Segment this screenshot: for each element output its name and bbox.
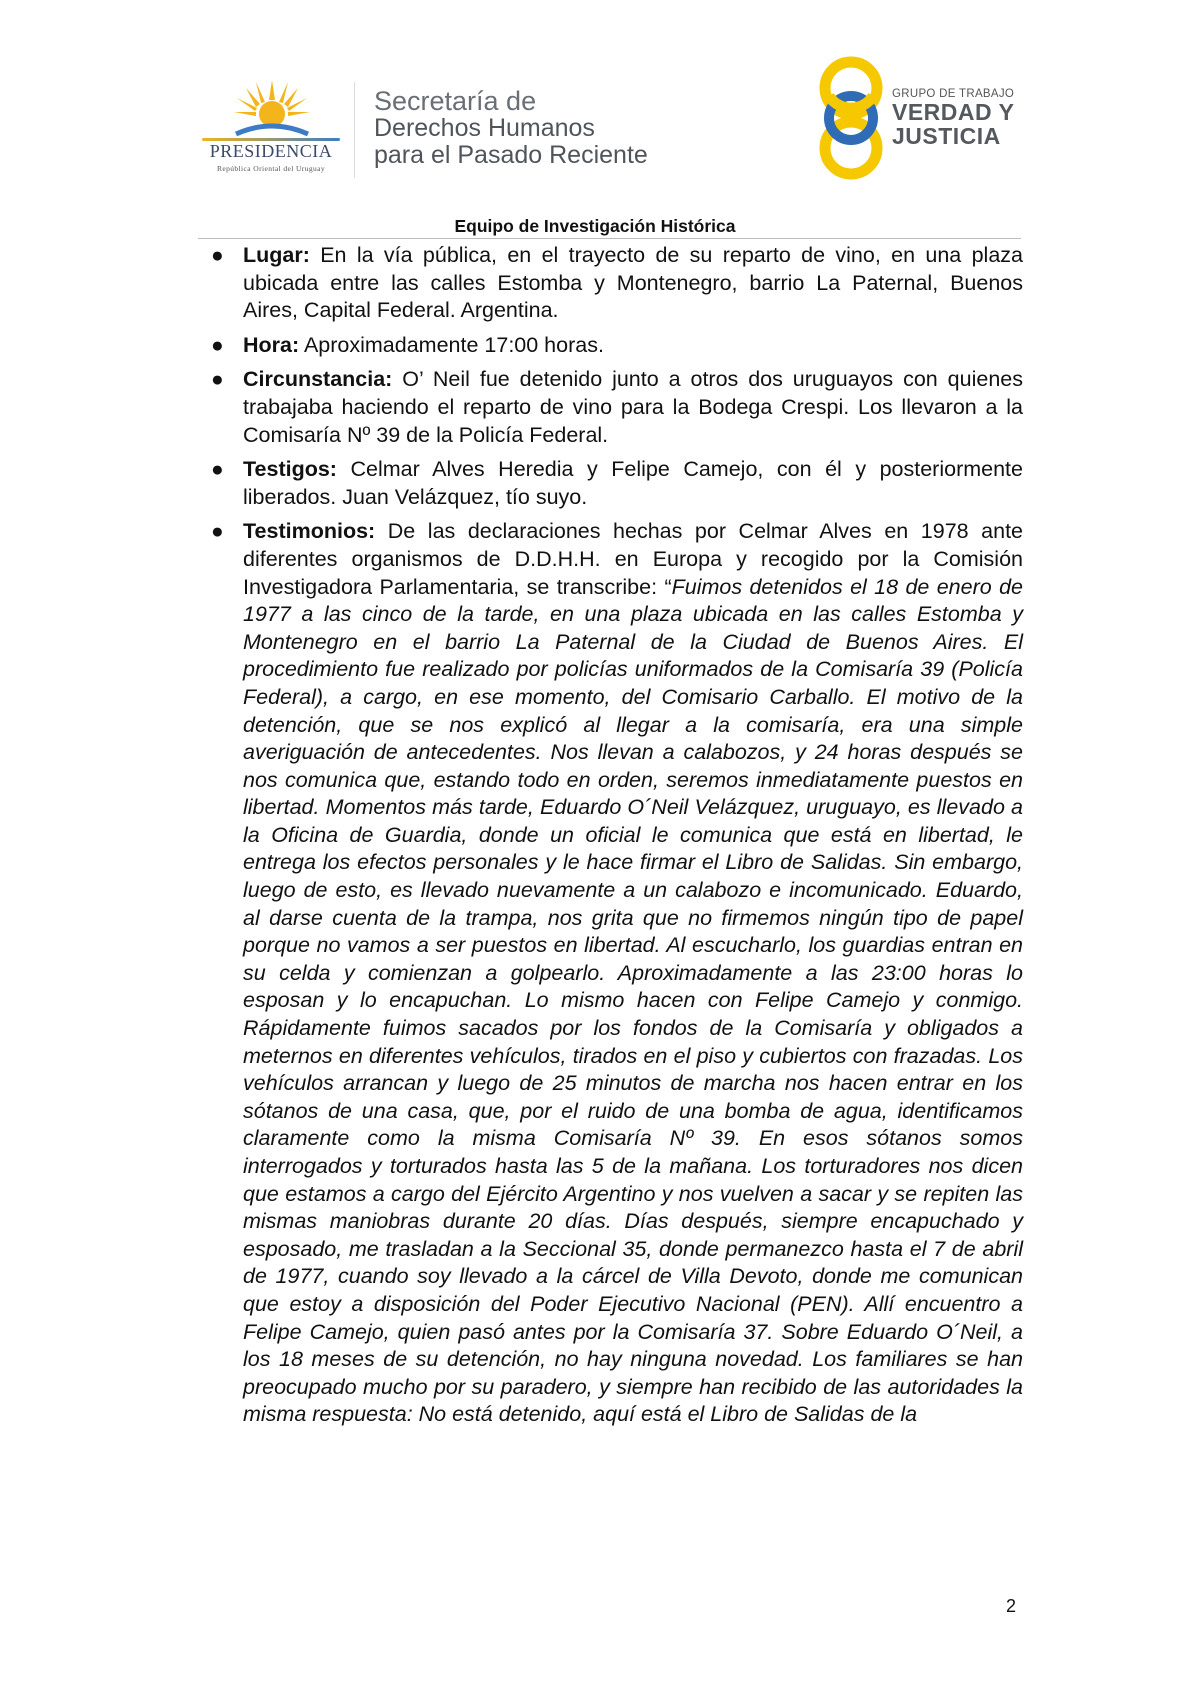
item-text: En la vía pública, en el trayecto de su reparto de vino, en una plaza ubicada entre las calles Estomba y Montenegro, barrio La Paternal, Buenos Aires, Capital Federal. Argentina.: [243, 243, 1023, 323]
item-label: Circunstancia:: [243, 367, 393, 392]
logo-divider: [354, 82, 355, 178]
department-title: Equipo de Investigación Histórica: [454, 216, 736, 236]
page-number: 2: [1006, 1596, 1017, 1616]
bullet-icon: ●: [211, 520, 224, 544]
grupo-label: GRUPO DE TRABAJO: [892, 88, 1015, 100]
verdad-label: VERDAD Y: [892, 99, 1015, 125]
secretaria-line-2: Derechos Humanos: [374, 114, 595, 142]
verdad-justicia-logo: [816, 56, 1026, 180]
item-label: Testimonios:: [243, 519, 376, 544]
item-text: Aproximadamente 17:00 horas.: [303, 332, 604, 357]
sun-emblem-icon: [232, 78, 312, 142]
item-label: Lugar:: [243, 243, 310, 267]
verdad-justicia-text: [892, 88, 1032, 148]
header-rule: [198, 238, 1021, 239]
item-label: Testigos:: [243, 457, 337, 482]
list-item-testimonios: [197, 518, 1023, 1429]
secretaria-logo: [374, 88, 734, 169]
bullet-icon: ●: [211, 368, 224, 392]
presidencia-logo: [196, 78, 346, 178]
list-item-hora: [197, 332, 1023, 360]
presidencia-subtitle: República Oriental del Uruguay: [216, 164, 325, 173]
bullet-icon: ●: [211, 458, 224, 482]
item-text: De las declaraciones hechas por Celmar Alves en 1978 ante diferentes organismos de D.D.H.H. en Europa y recogido por la Comisión Investigadora Parlamentaria, se transcribe: “: [243, 519, 1023, 599]
testimony-quote: Fuimos detenidos el 18 de enero de 1977 a las cinco de la tarde, en una plaza ubicada en las calles Estomba y Montenegro en el barrio La Paternal de la Ciudad de Buenos Aires. El procedimiento fue realizado por policías uniformados de la Comisaría 39 (Policía Federal), a cargo, en ese momento, del Comisario Carballo. El motivo de la detención, que se nos explicó al llegar a la comisaría, era una simple averiguación de antecedentes. Nos llevan a calabozos, y 24 horas después se nos comunica que, estando todo en orden, seremos inmediatamente puestos en libertad. Momentos más tarde, Eduardo O´Neil Velázquez, uruguayo, es llevado a la Oficina de Guardia, donde un oficial le comunica que está en libertad, le entrega los efectos personales y le hace firmar el Libro de Salidas. Sin embargo, luego de esto, es llevado nuevamente a un calabozo e incomunicado. Eduardo, al darse cuenta de la trampa, nos grita que no firmemos ningún tipo de papel porque no vamos a ser puestos en libertad. Al escucharlo, los guardias entran en su celda y comienzan a golpearlo. Aproximadamente a las 23:00 horas lo esposan y lo encapuchan. Lo mismo hacen con Felipe Camejo y conmigo. Rápidamente fuimos sacados por los fondos de la Comisaría y obligados a meternos en diferentes vehículos, tirados en el piso y cubiertos con frazadas. Los vehículos arrancan y luego de 25 minutos de marcha nos hacen entrar en los sótanos de una casa, que, por el ruido de una bomba de agua, identificamos claramente como la misma Comisaría Nº 39. En esos sótanos somos interrogados y torturados hasta las 5 de la mañana. Los torturadores nos dicen que estamos a cargo del Ejército Argentino y nos vuelven a sacar y se repiten las mismas maniobras durante 20 días. Días después, siempre encapuchado y esposado, me trasladan a la Seccional 35, donde permanezco hasta el 7 de abril de 1977, cuando soy llevado a la cárcel de Villa Devoto, donde me comunican que estoy a disposición del Poder Ejecutivo Nacional (PEN). Allí encuentro a Felipe Camejo, quien pasó antes por la Comisaría 37. Sobre Eduardo O´Neil, a los 18 meses de su detención, no hay ninguna novedad. Los familiares se han preocupado mucho por su paradero, y siempre han recibido de las autoridades la misma respuesta: No está detenido, aquí está el Libro de Salidas de la: [243, 574, 1023, 1427]
item-label: Hora:: [243, 332, 300, 357]
secretaria-line-3: para el Pasado Reciente: [374, 141, 648, 169]
justicia-label: JUSTICIA: [892, 123, 1001, 149]
bullet-icon: ●: [211, 333, 224, 357]
item-text: O’ Neil fue detenido junto a otros dos uruguayos con quienes trabajaba haciendo el reparto de vino para la Bodega Crespi. Los llevaron a la Comisaría Nº 39 de la Policía Federal.: [243, 367, 1023, 447]
bullet-icon: ●: [211, 244, 224, 267]
list-item-testigos: [197, 456, 1023, 511]
interlocking-rings-icon: [816, 56, 886, 180]
list-item-circunstancia: [197, 366, 1023, 449]
list-item-lugar: [197, 242, 1023, 325]
document-body: [197, 242, 1023, 1436]
secretaria-line-1: Secretaría de: [374, 86, 537, 116]
item-text: Celmar Alves Heredia y Felipe Camejo, con él y posteriormente liberados. Juan Velázquez, tío suyo.: [243, 457, 1023, 509]
presidencia-name: PRESIDENCIA: [209, 141, 333, 161]
page-header: [0, 0, 1190, 236]
